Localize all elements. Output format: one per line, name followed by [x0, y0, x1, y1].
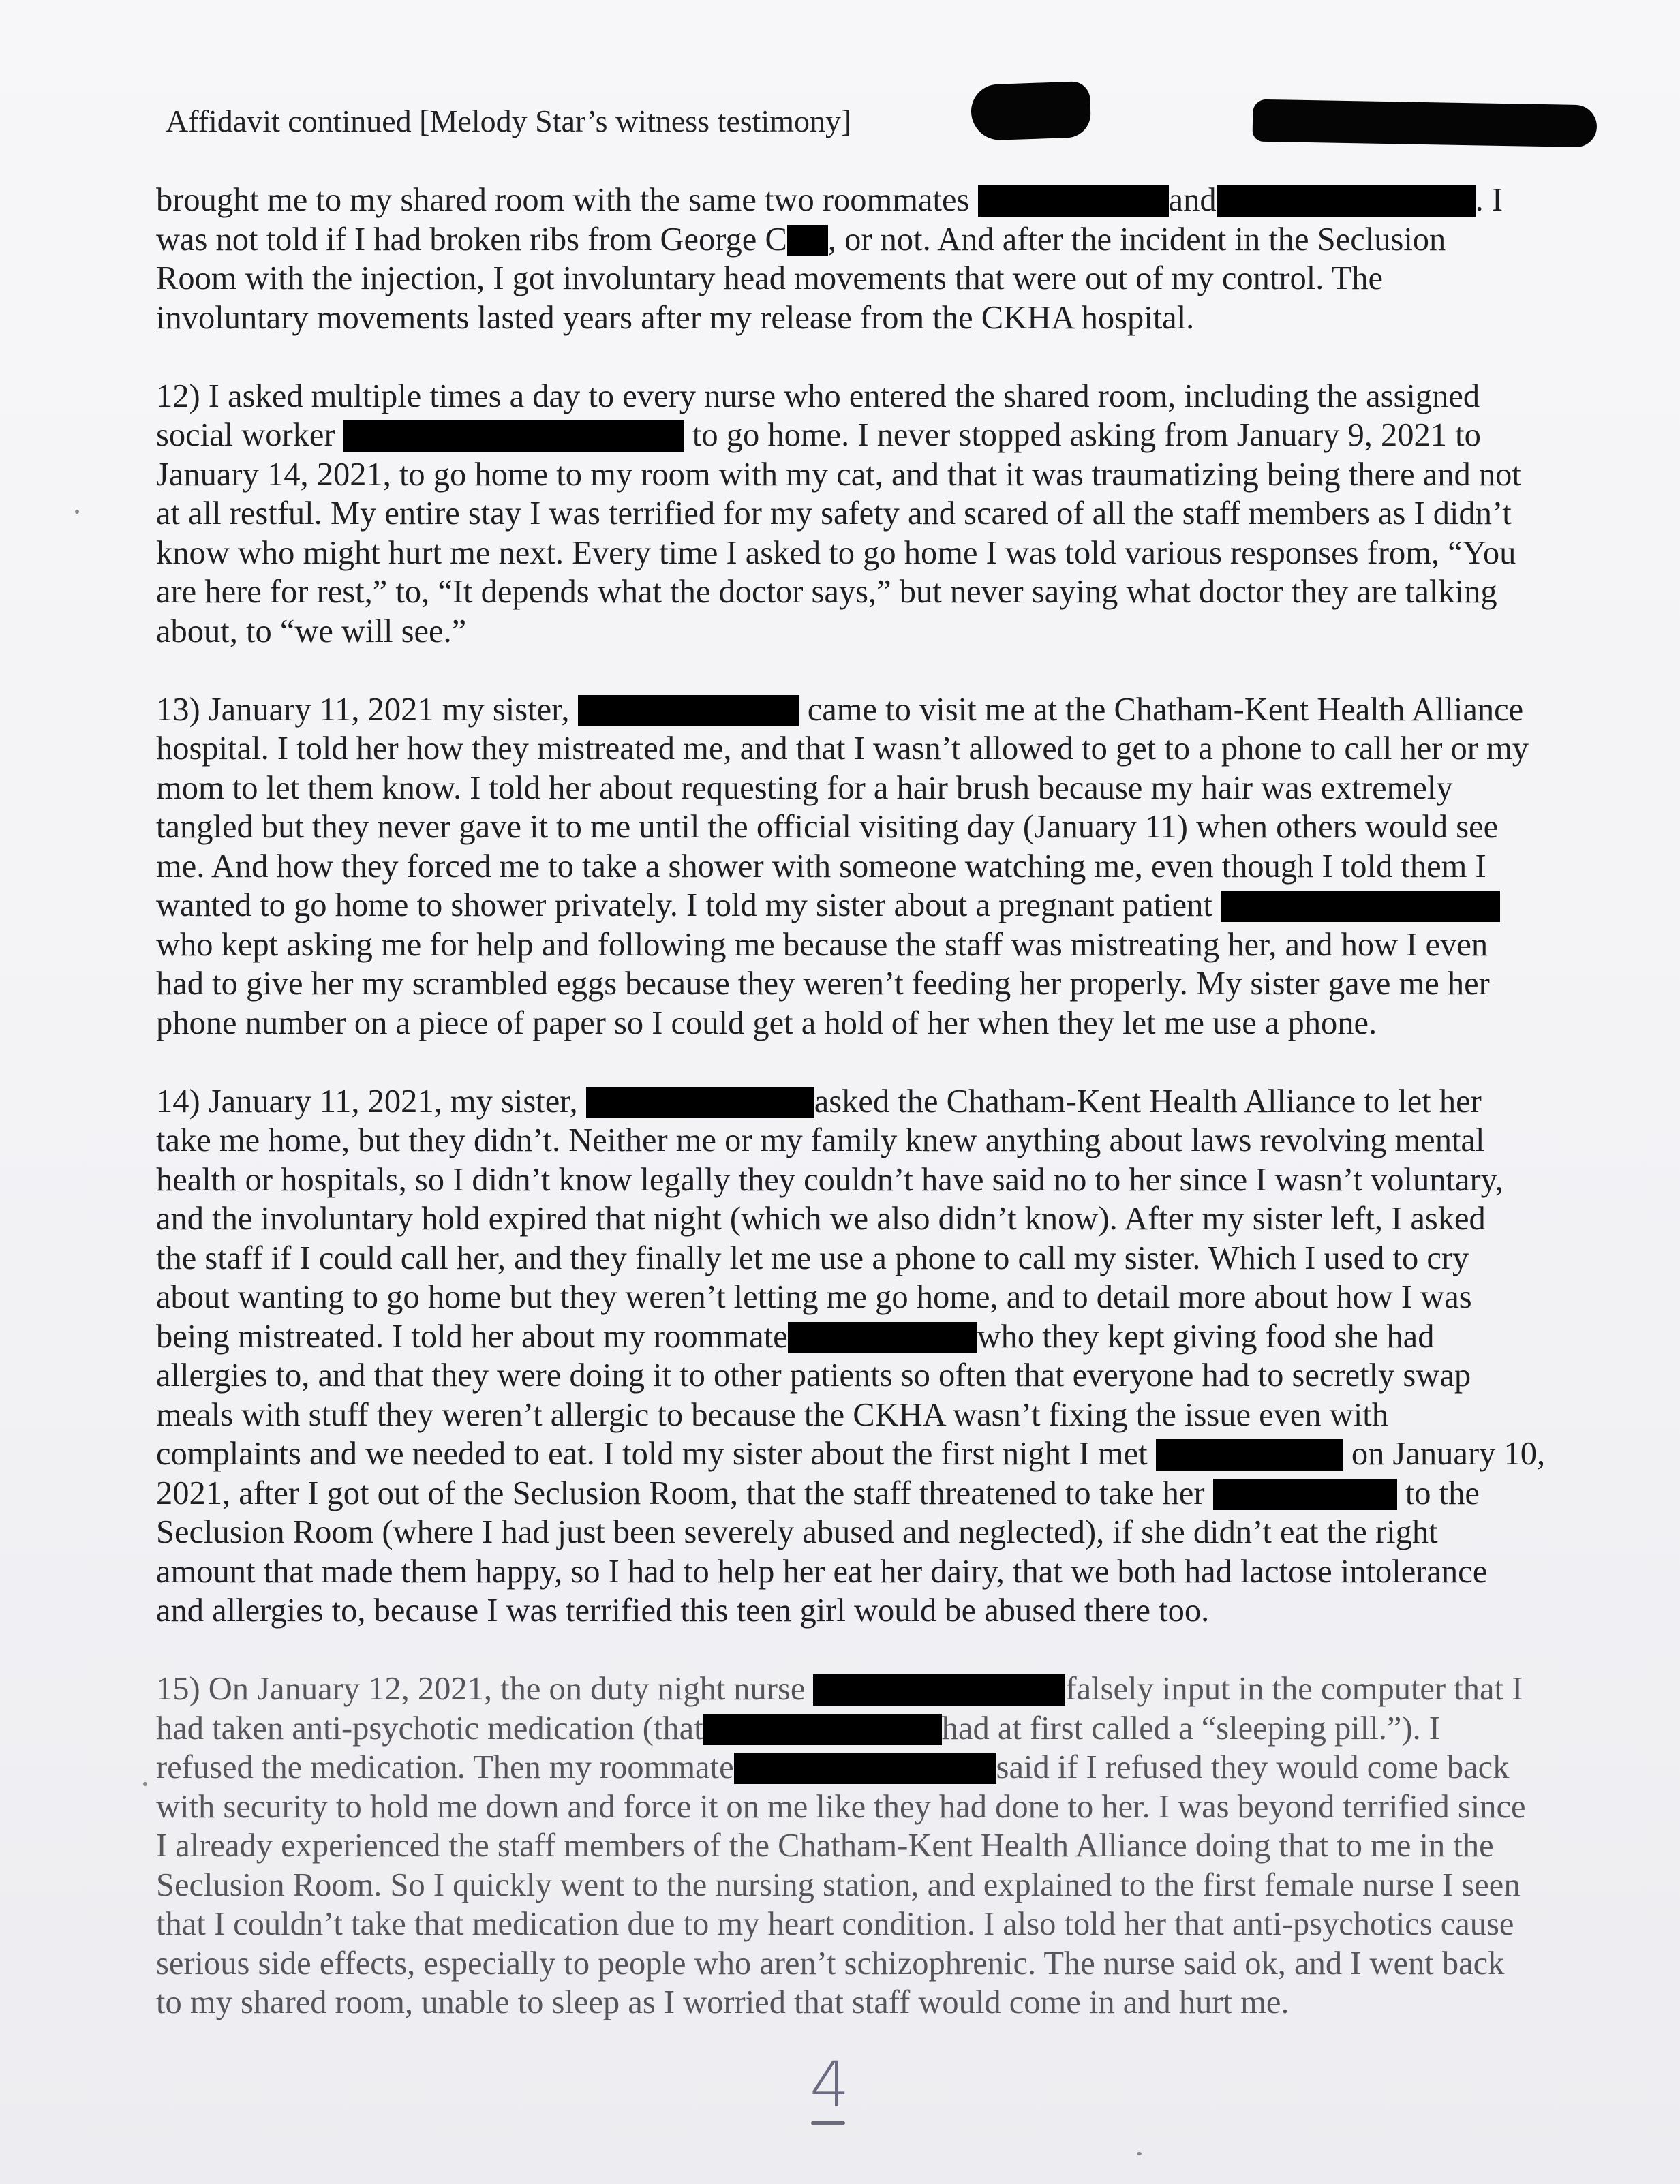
text-line	[156, 1004, 1594, 1043]
line-text: to my shared room, unable to sleep as I worried that staff would come in and hurt me.	[156, 1984, 1289, 2020]
line-text: brought me to my shared room with the same two roommates	[156, 182, 978, 218]
line-text: 12) I asked multiple times a day to every nurse who entered the shared room, including the assigned	[156, 378, 1480, 414]
line-text: are here for rest,” to, “It depends what the doctor says,” but never saying what doctor they are talking	[156, 574, 1497, 610]
text-line	[156, 259, 1594, 298]
page-number-underline	[811, 2121, 845, 2125]
line-text: I already experienced the staff members of the Chatham-Kent Health Alliance doing that to me in the	[156, 1828, 1494, 1864]
text-line	[156, 1199, 1594, 1239]
line-text: mom to let them know. I told her about requesting for a hair brush because my hair was extremely	[156, 769, 1453, 806]
text-line	[156, 769, 1594, 808]
line-text: that I couldn’t take that medication due to my heart condition. I also told her that anti-psychotics cause	[156, 1906, 1514, 1942]
line-text: me. And how they forced me to take a shower with someone watching me, even though I told them I	[156, 848, 1486, 885]
line-text: came to visit me at the Chatham-Kent Health Alliance	[799, 691, 1524, 728]
line-text: had at first called a “sleeping pill.”). I	[941, 1710, 1440, 1747]
line-text: and allergies to, because I was terrified this teen girl would be abused there too.	[156, 1593, 1210, 1629]
line-text: take me home, but they didn’t. Neither me or my family knew anything about laws revolving mental	[156, 1122, 1485, 1158]
text-line	[156, 1748, 1594, 1787]
line-text: to go home. I never stopped asking from January 9, 2021 to	[684, 417, 1481, 453]
text-line	[156, 1591, 1594, 1631]
text-line	[156, 1866, 1594, 1905]
text-line	[156, 572, 1594, 612]
text-line	[156, 298, 1594, 338]
text-line	[156, 377, 1594, 416]
page-number: 4	[810, 2048, 850, 2121]
line-text: January 14, 2021, to go home to my room with my cat, and that it was traumatizing being there and not	[156, 456, 1521, 493]
redaction-box	[578, 695, 799, 726]
redaction-box	[703, 1714, 942, 1745]
line-text: who they kept giving food she had	[977, 1318, 1435, 1355]
text-line	[156, 1709, 1594, 1749]
text-line	[156, 1082, 1594, 1122]
line-text: at all restful. My entire stay I was terrified for my safety and scared of all the staff members as I didn’t	[156, 495, 1512, 532]
text-line	[156, 1826, 1594, 1866]
paragraph	[156, 1082, 1594, 1631]
line-text: said if I refused they would come back	[996, 1749, 1510, 1785]
header-redaction-1	[971, 81, 1092, 141]
line-text: was not told if I had broken ribs from George C	[156, 221, 787, 258]
paragraph	[156, 690, 1594, 1043]
text-line	[156, 416, 1594, 455]
text-line	[156, 1944, 1594, 1984]
line-text: , or not. And after the incident in the Seclusion	[827, 221, 1446, 258]
text-line	[156, 1317, 1594, 1357]
line-text: on January 10,	[1343, 1436, 1546, 1472]
redaction-box	[343, 420, 684, 452]
line-text: phone number on a piece of paper so I could get a hold of her when they let me use a phone.	[156, 1004, 1377, 1041]
text-line	[156, 181, 1594, 220]
text-line	[156, 494, 1594, 534]
line-text: wanted to go home to shower privately. I told my sister about a pregnant patient	[156, 887, 1221, 923]
line-text: who kept asking me for help and following me because the staff was mistreating her, and how I even	[156, 926, 1488, 963]
text-line	[156, 1434, 1594, 1474]
line-text: hospital. I told her how they mistreated me, and that I wasn’t allowed to get to a phone to call her or my	[156, 730, 1529, 767]
text-line	[156, 1787, 1594, 1827]
line-text: falsely input in the computer that I	[1065, 1671, 1523, 1707]
line-text: social worker	[156, 417, 343, 453]
line-text: and the involuntary hold expired that night (which we also didn’t know). After my sister left, I asked	[156, 1201, 1486, 1237]
line-text: Seclusion Room (where I had just been severely abused and neglected), if she didn’t eat the right	[156, 1514, 1438, 1550]
paragraph	[156, 181, 1594, 337]
text-line	[156, 220, 1594, 260]
line-text: refused the medication. Then my roommate	[156, 1749, 734, 1785]
text-line	[156, 1396, 1594, 1435]
paper-speck	[143, 1782, 147, 1786]
paper-speck	[75, 510, 79, 514]
text-line	[156, 886, 1594, 925]
text-line	[156, 808, 1594, 847]
affidavit-header: Affidavit continued [Melody Star’s witness testimony]	[166, 104, 852, 138]
redaction-box	[1213, 1479, 1397, 1510]
redaction-box	[978, 185, 1169, 217]
line-text: allergies to, and that they were doing it to other patients so often that everyone had to secretly swap	[156, 1357, 1471, 1394]
line-text: meals with stuff they weren’t allergic to because the CKHA wasn’t fixing the issue even with	[156, 1396, 1389, 1433]
header-redaction-2	[1252, 99, 1597, 148]
redaction-box	[788, 1322, 977, 1353]
text-line	[156, 1121, 1594, 1160]
line-text: about, to “we will see.”	[156, 613, 467, 649]
text-line	[156, 847, 1594, 887]
text-line	[156, 1552, 1594, 1592]
redaction-box	[1221, 891, 1500, 922]
affidavit-body	[156, 181, 1594, 2061]
text-line	[156, 690, 1594, 730]
line-text: with security to hold me down and force it on me like they had done to her. I was beyond terrified since	[156, 1788, 1526, 1825]
text-line	[156, 1905, 1594, 1944]
line-text: 14) January 11, 2021, my sister,	[156, 1083, 586, 1120]
text-line	[156, 925, 1594, 965]
line-text: 15) On January 12, 2021, the on duty night nurse	[156, 1671, 814, 1707]
text-line	[156, 1278, 1594, 1317]
text-line	[156, 1670, 1594, 1709]
line-text: being mistreated. I told her about my roommate	[156, 1318, 788, 1355]
line-text: had taken anti-psychotic medication (that	[156, 1710, 703, 1747]
line-text: Seclusion Room. So I quickly went to the nursing station, and explained to the first female nurse I seen	[156, 1866, 1521, 1903]
text-line	[156, 612, 1594, 651]
line-text: had to give her my scrambled eggs because they weren’t feeding her properly. My sister gave me her	[156, 966, 1490, 1002]
text-line	[156, 534, 1594, 573]
line-text: complaints and we needed to eat. I told my sister about the first night I met	[156, 1436, 1156, 1472]
line-text: 2021, after I got out of the Seclusion Room, that the staff threatened to take her	[156, 1475, 1213, 1511]
text-line	[156, 1356, 1594, 1396]
text-line	[156, 1160, 1594, 1200]
redaction-box	[734, 1753, 996, 1784]
line-text: Room with the injection, I got involuntary head movements that were out of my control. The	[156, 260, 1383, 296]
text-line	[156, 1474, 1594, 1513]
paragraph	[156, 377, 1594, 651]
text-line	[156, 455, 1594, 495]
text-line	[156, 964, 1594, 1004]
paragraph	[156, 1670, 1594, 2022]
redaction-box	[586, 1087, 814, 1118]
text-line	[156, 1513, 1594, 1552]
paper-speck	[1137, 2152, 1142, 2155]
line-text: the staff if I could call her, and they finally let me use a phone to call my sister. Which I used to cry	[156, 1240, 1469, 1276]
text-line	[156, 1239, 1594, 1278]
redaction-box	[1217, 185, 1476, 217]
line-text: and	[1168, 182, 1217, 218]
line-text: health or hospitals, so I didn’t know legally they couldn’t have said no to her since I wasn’t voluntary,	[156, 1161, 1503, 1198]
line-text: asked the Chatham-Kent Health Alliance to let her	[814, 1083, 1482, 1120]
text-line	[156, 729, 1594, 769]
line-text: know who might hurt me next. Every time I asked to go home I was told various responses from, “You	[156, 534, 1516, 571]
line-text: about wanting to go home but they weren’t letting me go home, and to detail more about how I was	[156, 1279, 1472, 1315]
line-text: . I	[1475, 182, 1503, 218]
redaction-box	[1156, 1439, 1343, 1471]
line-text: to the	[1396, 1475, 1480, 1511]
redaction-box	[813, 1674, 1065, 1706]
redaction-box	[787, 225, 828, 256]
line-text: involuntary movements lasted years after my release from the CKHA hospital.	[156, 299, 1195, 336]
line-text: tangled but they never gave it to me until the official visiting day (January 11) when others would see	[156, 809, 1499, 845]
text-line	[156, 1983, 1594, 2022]
line-text: serious side effects, especially to people who aren’t schizophrenic. The nurse said ok, and I went back	[156, 1945, 1505, 1982]
line-text: amount that made them happy, so I had to help her eat her dairy, that we both had lactose intolerance	[156, 1553, 1488, 1590]
line-text: 13) January 11, 2021 my sister,	[156, 691, 578, 728]
